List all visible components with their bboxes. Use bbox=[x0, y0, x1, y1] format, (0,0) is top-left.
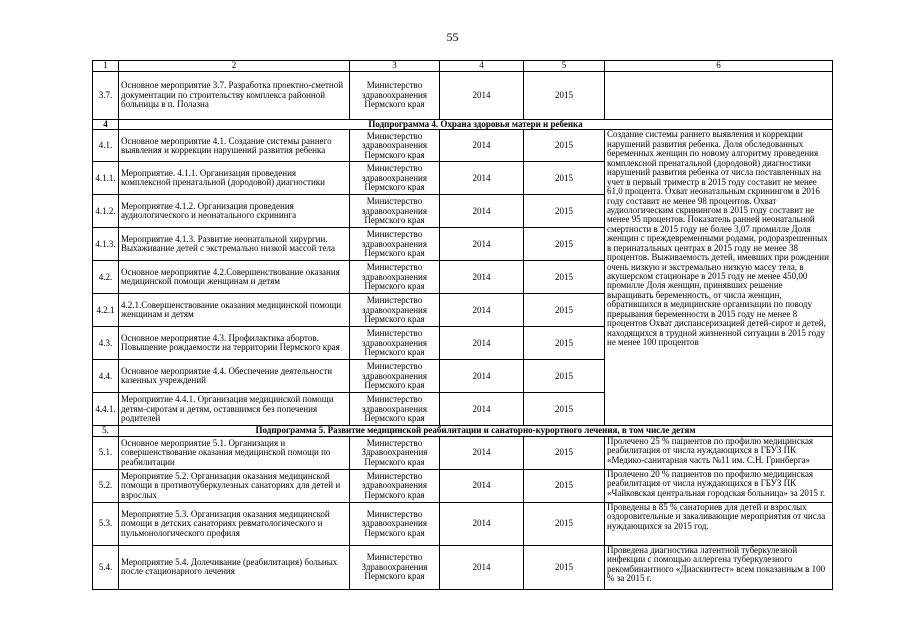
start-year: 2014 bbox=[440, 130, 524, 162]
measures-table bbox=[92, 60, 833, 590]
executor: Министерство здравоохранения Пермского края bbox=[350, 72, 440, 120]
row-number: 5.2. bbox=[93, 469, 119, 502]
start-year: 2014 bbox=[440, 162, 524, 195]
end-year: 2015 bbox=[524, 436, 605, 469]
table-row bbox=[93, 469, 833, 502]
executor: Министерство Здравоохранения Пермского края bbox=[350, 545, 440, 589]
expected-results: Создание системы раннего выявления и коррекции нарушений развития ребенка. Доля обследованных беременных женщин по новому алгоритму проведения комплексной пренатальной (дородовой) диагностики нарушений развития ребенка от числа поставленных на учет в первый триместр в 2015 году составит не менее 61,0 процента. Охват неонатальным скринингом в 2016 году составит не менее 98 процентов. Охват аудиологическим скринингом в 2015 году составит не менее 95 процентов. Показатель ранней неонатальной смертности в 2015 году не более 3,07 промилле Доля женщин с преждевременными родами, родоразрешенных в перинатальных центрах в 2015 году не менее 38 процентов. Выживаемость детей, имевших при рождении очень низкую и экстремально низкую массу тела, в акушерском стационаре в 2015 году не менее 450,00 промилле Доля женщин, принявших решение выращивать беременность, от числа женщин, обратившихся в медицинские организации по поводу прерывания беременности в 2015 году не менее 8 процентов Охват диспансеризацией детей-сирот и детей, находящихся в трудной жизненной ситуации в 2015 году не менее 100 процентов bbox=[605, 130, 833, 426]
measure-name: Основное мероприятие 3.7. Разработка проектно-сметной документации по строительству комплекса районной больницы в п. Полазна bbox=[119, 72, 350, 120]
measure-name: Мероприятие 5.3. Организация оказания медицинской помощи в детских санаториях ревматологического и пульмонологического профиля bbox=[119, 502, 350, 545]
row-number: 4.1.3. bbox=[93, 228, 119, 261]
row-number: 4.4.1. bbox=[93, 393, 119, 426]
executor: Министерство здравоохранения Пермского края bbox=[350, 228, 440, 261]
measure-name: Мероприятие 5.4. Долечивание (реабилитация) больных после стационарного лечения bbox=[119, 545, 350, 589]
table-row bbox=[93, 545, 833, 589]
start-year: 2014 bbox=[440, 545, 524, 589]
executor: Министерство здравоохранения Пермского края bbox=[350, 393, 440, 426]
column-header: 2 bbox=[119, 61, 350, 72]
table-row bbox=[93, 130, 833, 162]
row-number: 3.7. bbox=[93, 72, 119, 120]
subprogram-number: 4 bbox=[93, 120, 119, 130]
start-year: 2014 bbox=[440, 502, 524, 545]
executor: Министерство здравоохранения Пермского края bbox=[350, 195, 440, 228]
start-year: 2014 bbox=[440, 195, 524, 228]
end-year: 2015 bbox=[524, 195, 605, 228]
end-year: 2015 bbox=[524, 72, 605, 120]
column-header: 1 bbox=[93, 61, 119, 72]
end-year: 2015 bbox=[524, 469, 605, 502]
executor: Министерство здравоохранения Пермского края bbox=[350, 294, 440, 327]
start-year: 2014 bbox=[440, 228, 524, 261]
start-year: 2014 bbox=[440, 261, 524, 294]
end-year: 2015 bbox=[524, 545, 605, 589]
measure-name: Мероприятие 5.2. Организация оказания медицинской помощи в противотуберкулезных санаториях для детей и взрослых bbox=[119, 469, 350, 502]
measure-name: Основное мероприятие 4.2.Совершенствование оказания медицинской помощи женщинам и детям bbox=[119, 261, 350, 294]
row-number: 4.3. bbox=[93, 327, 119, 360]
measure-name: Основное мероприятие 4.3. Профилактика абортов. Повышение рождаемости на территории Пермского края bbox=[119, 327, 350, 360]
end-year: 2015 bbox=[524, 294, 605, 327]
row-number: 5.3. bbox=[93, 502, 119, 545]
executor: Министерство здравоохранения Пермского края bbox=[350, 327, 440, 360]
measure-name: Мероприятие 4.1.3. Развитие неонатальной хирургии. Выхаживание детей с экстремально низкой массой тела bbox=[119, 228, 350, 261]
subprogram-number: 5. bbox=[93, 426, 119, 436]
measure-name: Мероприятие 4.1.2. Организация проведения аудиологического и неонатального скрининга bbox=[119, 195, 350, 228]
executor: Министерство здравоохранения Пермского края bbox=[350, 261, 440, 294]
executor: Министерство здравоохранения Пермского края bbox=[350, 360, 440, 393]
column-header: 4 bbox=[440, 61, 524, 72]
expected-result: Проведена диагностика латентной туберкулезной инфекции с помощью аллергена туберкулезного рекомбинантного «Диаскинтест» всем показанным в 100 % за 2015 г. bbox=[605, 545, 833, 589]
row-number: 4.2. bbox=[93, 261, 119, 294]
end-year: 2015 bbox=[524, 393, 605, 426]
table-row bbox=[93, 436, 833, 469]
executor: Министерство здравоохранения Пермского края bbox=[350, 502, 440, 545]
end-year: 2015 bbox=[524, 228, 605, 261]
executor: Министерство здравоохранения Пермского края bbox=[350, 130, 440, 162]
subprogram-title: Подпрограмма 5. Развитие медицинской реабилитации и санаторно-курортного лечения, в том числе детям bbox=[119, 426, 833, 436]
row-number: 4.1.2. bbox=[93, 195, 119, 228]
row-number: 5.4. bbox=[93, 545, 119, 589]
row-number: 4.1.1. bbox=[93, 162, 119, 195]
measure-name: Мероприятие. 4.1.1. Организация проведения комплексной пренатальной (дородовой) диагностики bbox=[119, 162, 350, 195]
page-number: 55 bbox=[446, 30, 459, 44]
subprogram-row bbox=[93, 120, 833, 130]
start-year: 2014 bbox=[440, 436, 524, 469]
end-year: 2015 bbox=[524, 261, 605, 294]
table-row bbox=[93, 502, 833, 545]
result-cell bbox=[605, 72, 833, 120]
expected-result: Проведены в 85 % санаториев для детей и взрослых оздоровительные и закаливающие мероприятия от числа нуждающихся за 2015 год. bbox=[605, 502, 833, 545]
end-year: 2015 bbox=[524, 162, 605, 195]
end-year: 2015 bbox=[524, 327, 605, 360]
expected-result: Пролечено 20 % пациентов по профилю медицинская реабилитация от числа нуждающихся в ГБУЗ ПК «Чайковская центральная городская больница» за 2015 г. bbox=[605, 469, 833, 502]
end-year: 2015 bbox=[524, 130, 605, 162]
start-year: 2014 bbox=[440, 72, 524, 120]
column-header: 5 bbox=[524, 61, 605, 72]
start-year: 2014 bbox=[440, 469, 524, 502]
end-year: 2015 bbox=[524, 360, 605, 393]
measure-name: Основное мероприятие 4.1. Создание системы раннего выявления и коррекции нарушений развития ребенка bbox=[119, 130, 350, 162]
row-number: 4.1. bbox=[93, 130, 119, 162]
measure-name: 4.2.1.Совершенствование оказания медицинской помощи женщинам и детям bbox=[119, 294, 350, 327]
subprogram-title: Подпрограмма 4. Охрана здоровья матери и ребенка bbox=[119, 120, 833, 130]
measure-name: Основное мероприятие 5.1. Организация и совершенствование оказания медицинской помощи по реабилитации bbox=[119, 436, 350, 469]
row-number: 4.4. bbox=[93, 360, 119, 393]
row-number: 5.1. bbox=[93, 436, 119, 469]
column-header: 3 bbox=[350, 61, 440, 72]
executor: Министерство здравоохранения Пермского края bbox=[350, 162, 440, 195]
expected-result: Пролечено 25 % пациентов по профилю медицинская реабилитация от числа нуждающихся в ГБУЗ ПК «Медико-санитарная часть №11 им. С.Н. Гринберга» bbox=[605, 436, 833, 469]
measure-name: Мероприятие 4.4.1. Организация медицинской помощи детям-сиротам и детям, оставшимся без попечения родителей bbox=[119, 393, 350, 426]
start-year: 2014 bbox=[440, 327, 524, 360]
start-year: 2014 bbox=[440, 360, 524, 393]
column-header: 6 bbox=[605, 61, 833, 72]
measure-name: Основное мероприятие 4.4. Обеспечение деятельности казенных учреждений bbox=[119, 360, 350, 393]
end-year: 2015 bbox=[524, 502, 605, 545]
executor: Министерство здравоохранения Пермского края bbox=[350, 469, 440, 502]
row-number: 4.2.1 bbox=[93, 294, 119, 327]
executor: Министерство Здравоохранения Пермского края bbox=[350, 436, 440, 469]
column-header-row bbox=[93, 61, 833, 72]
start-year: 2014 bbox=[440, 393, 524, 426]
subprogram-row bbox=[93, 426, 833, 436]
table-row bbox=[93, 72, 833, 120]
start-year: 2014 bbox=[440, 294, 524, 327]
